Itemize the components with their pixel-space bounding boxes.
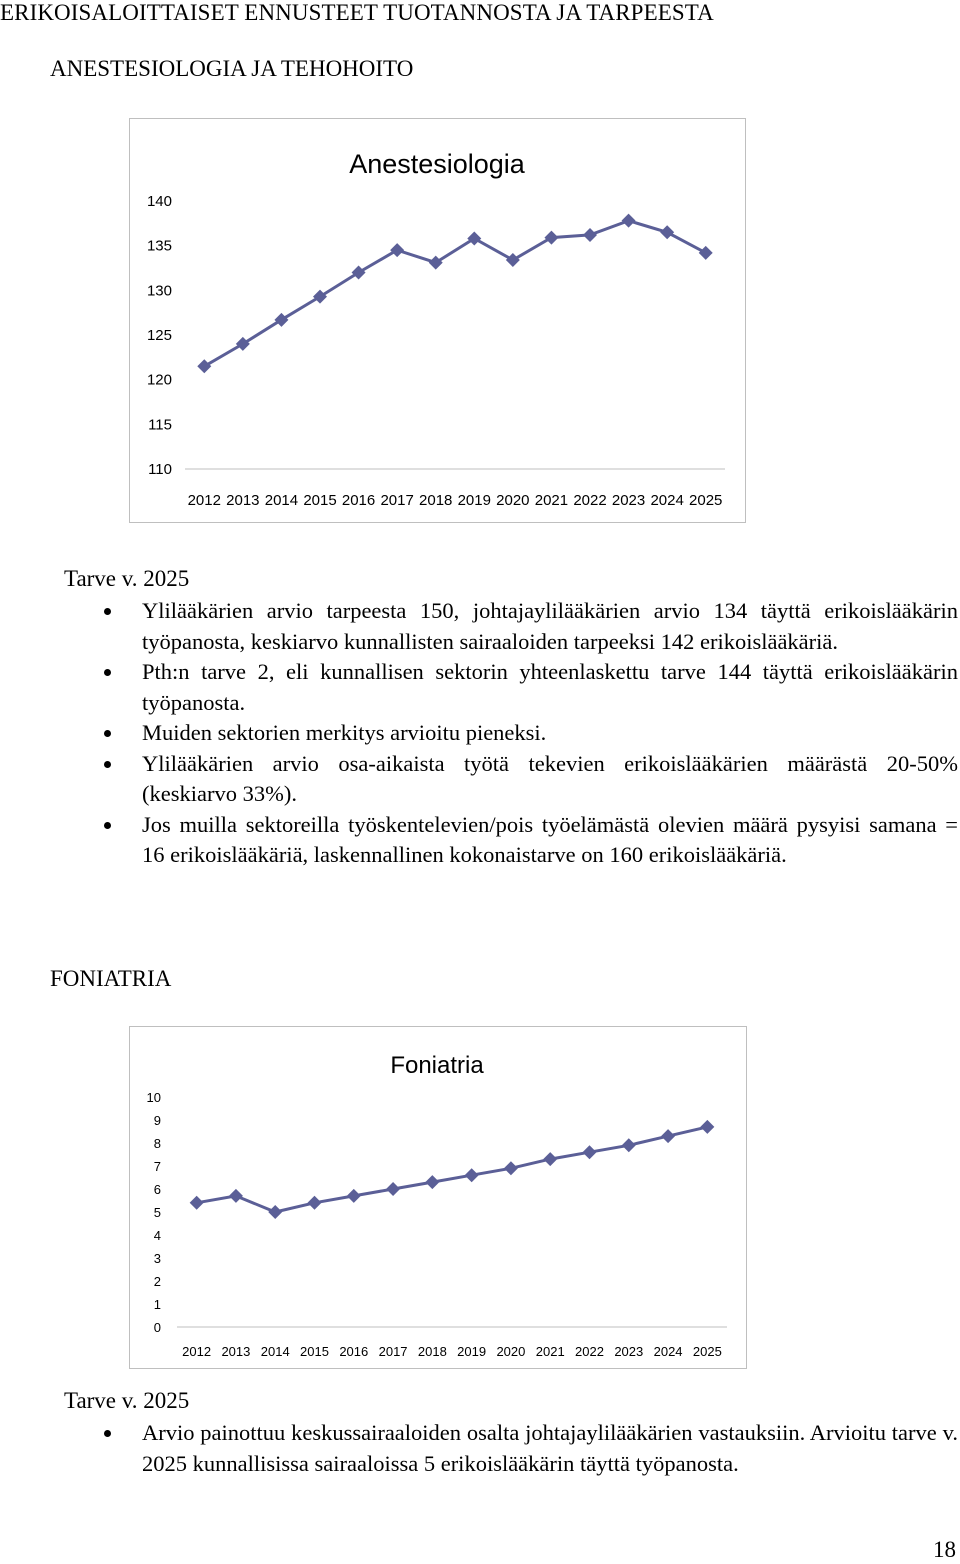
- bullet-text: Muiden sektorien merkitys arvioitu pieneksi.: [142, 720, 547, 745]
- x-tick-label: 2017: [378, 1344, 408, 1359]
- y-tick-label: 3: [153, 1251, 161, 1266]
- x-tick-label: 2020: [496, 492, 530, 509]
- bullet-text: Jos muilla sektoreilla työskentelevien/pois työelämästä olevien määrä pysyisi samana = 16 erikoislääkäriä, laskennallinen kokonaistarve on 160 erikoislääkäriä.: [142, 811, 958, 867]
- bullet-dot: [104, 761, 111, 768]
- bullet-item: [0, 596, 958, 657]
- data-point-marker: [467, 232, 481, 246]
- series-line: [197, 1127, 708, 1212]
- series-line: [204, 221, 705, 367]
- data-point-marker: [386, 1182, 400, 1196]
- y-tick-label: 140: [146, 193, 172, 210]
- anestesiologia-subheading: Tarve v. 2025: [64, 566, 190, 591]
- x-tick-label: 2014: [264, 492, 299, 509]
- bullet-text: Pth:n tarve 2, eli kunnallisen sektorin yhteenlaskettu tarve 144 täyttä erikoislääkärin työpanosta.: [142, 659, 958, 715]
- page-number: 18: [933, 1537, 956, 1562]
- bullet-dot: [104, 1430, 111, 1437]
- y-tick-label: 120: [146, 371, 172, 389]
- data-point-marker: [190, 1196, 204, 1210]
- data-point-marker: [236, 337, 250, 351]
- data-point-marker: [543, 1152, 557, 1166]
- x-tick-label: 2012: [187, 492, 221, 509]
- x-tick-label: 2023: [611, 492, 646, 509]
- x-tick-label: 2014: [260, 1344, 290, 1359]
- y-tick-label: 2: [153, 1274, 161, 1289]
- data-point-marker: [699, 246, 713, 260]
- bullet-dot: [104, 730, 111, 737]
- y-tick-label: 10: [146, 1090, 161, 1105]
- x-tick-label: 2024: [653, 1344, 683, 1359]
- foniatria-chart-svg: [130, 1027, 746, 1368]
- foniatria-subheading: Tarve v. 2025: [64, 1388, 190, 1413]
- x-tick-label: 2019: [457, 1344, 487, 1359]
- document-title: ERIKOISALOITTAISET ENNUSTEET TUOTANNOSTA JA TARPEESTA: [0, 0, 714, 25]
- y-tick-label: 115: [148, 416, 172, 434]
- x-tick-label: 2022: [575, 1344, 604, 1359]
- x-tick-label: 2016: [339, 1344, 369, 1359]
- x-tick-label: 2013: [226, 492, 260, 509]
- bullet-dot: [104, 608, 111, 615]
- x-tick-label: 2025: [689, 492, 723, 509]
- data-point-marker: [429, 256, 443, 270]
- foniatria-bullet-list: [0, 1418, 958, 1479]
- data-point-marker: [308, 1196, 322, 1210]
- x-tick-label: 2012: [182, 1344, 212, 1359]
- x-tick-label: 2021: [535, 1344, 565, 1359]
- data-point-marker: [622, 1138, 636, 1152]
- y-tick-label: 7: [153, 1159, 161, 1174]
- anestesiologia-chart: [129, 118, 746, 523]
- y-tick-label: 135: [146, 237, 172, 255]
- x-tick-label: 2018: [417, 1344, 447, 1359]
- x-tick-label: 2018: [419, 492, 453, 509]
- y-tick-label: 1: [153, 1297, 161, 1312]
- y-tick-label: 4: [153, 1228, 161, 1243]
- x-tick-label: 2021: [534, 492, 569, 509]
- x-tick-label: 2022: [573, 492, 607, 509]
- bullet-text: Ylilääkärien arvio tarpeesta 150, johtajaylilääkärien arvio 134 täyttä erikoislääkärin työpanosta, keskiarvo kunnallisten sairaaloiden tarpeeksi 142 erikoislääkäriä.: [142, 598, 958, 654]
- bullet-text: Ylilääkärien arvio osa-aikaista työtä tekevien erikoislääkärien määrästä 20-50% (keskiarvo 33%).: [142, 750, 958, 806]
- data-point-marker: [583, 1145, 597, 1159]
- data-point-marker: [622, 214, 636, 228]
- anestesiologia-chart-svg: [130, 119, 745, 522]
- x-tick-label: 2019: [457, 492, 491, 509]
- bullet-text: Arvio painottuu keskussairaaloiden osalta johtajaylilääkärien vastauksiin. Arvioitu tarve v. 2025 kunnallisissa sairaaloissa 5 erikoislääkärin täyttä työpanosta.: [142, 1420, 958, 1476]
- chart-title: Foniatria: [390, 1052, 484, 1079]
- foniatria-chart: [129, 1026, 747, 1369]
- bullet-dot: [104, 822, 111, 829]
- data-point-marker: [544, 231, 558, 245]
- data-point-marker: [268, 1205, 282, 1219]
- data-point-marker: [465, 1168, 479, 1182]
- y-tick-label: 8: [153, 1136, 161, 1151]
- x-tick-label: 2015: [300, 1344, 329, 1359]
- data-point-marker: [313, 290, 327, 304]
- x-tick-label: 2023: [614, 1344, 644, 1359]
- bullet-item: [0, 657, 958, 718]
- y-tick-label: 130: [146, 282, 172, 300]
- data-point-marker: [425, 1175, 439, 1189]
- data-point-marker: [197, 359, 211, 373]
- bullet-item: [0, 749, 958, 810]
- data-point-marker: [229, 1189, 243, 1203]
- data-point-marker: [274, 313, 288, 327]
- data-point-marker: [390, 243, 404, 257]
- anestesiologia-bullet-list: [0, 596, 958, 871]
- bullet-item: [0, 810, 958, 871]
- x-tick-label: 2016: [341, 492, 376, 509]
- chart-title: Anestesiologia: [349, 149, 525, 179]
- section-heading-foniatria: FONIATRIA: [50, 966, 172, 991]
- data-point-marker: [506, 253, 520, 267]
- data-point-marker: [661, 1129, 675, 1143]
- data-point-marker: [352, 265, 366, 279]
- x-tick-label: 2020: [496, 1344, 526, 1359]
- data-point-marker: [700, 1120, 714, 1134]
- x-tick-label: 2013: [221, 1344, 251, 1359]
- y-tick-label: 9: [153, 1113, 161, 1128]
- y-tick-label: 0: [153, 1320, 161, 1335]
- x-tick-label: 2015: [303, 492, 337, 509]
- y-tick-label: 110: [148, 461, 172, 478]
- data-point-marker: [660, 225, 674, 239]
- x-tick-label: 2024: [650, 492, 684, 509]
- bullet-item: [0, 718, 958, 749]
- data-point-marker: [347, 1189, 361, 1203]
- data-point-marker: [504, 1161, 518, 1175]
- bullet-item: [0, 1418, 958, 1479]
- bullet-dot: [104, 669, 111, 676]
- section-heading-anestesiologia: ANESTESIOLOGIA JA TEHOHOITO: [50, 56, 414, 81]
- x-tick-label: 2025: [692, 1344, 722, 1359]
- y-tick-label: 125: [146, 327, 172, 344]
- y-tick-label: 6: [153, 1182, 161, 1197]
- data-point-marker: [583, 228, 597, 242]
- y-tick-label: 5: [153, 1205, 161, 1220]
- x-tick-label: 2017: [380, 492, 414, 509]
